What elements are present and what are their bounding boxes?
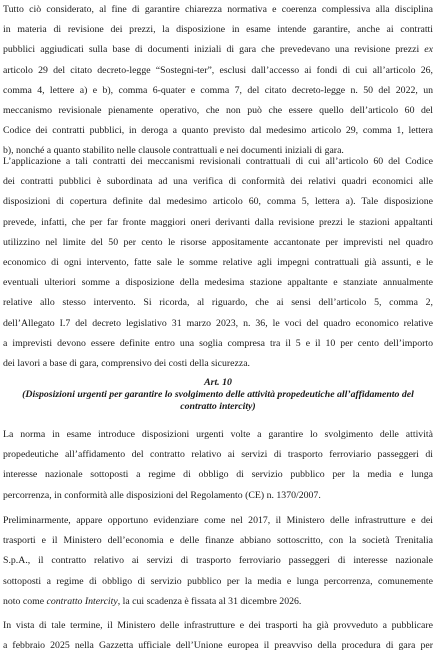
paragraph-price-revision (3, 0, 433, 162)
text-line: a febbraio 2025 nella Gazzetta ufficiale dell’Unione europea il preavviso della procedura di gara per (3, 640, 433, 652)
text-line: articolo 29 del citato decreto-legge “Sostegni-ter”, esclusi dall’accesso ai fondi di cui all’articolo 26, (3, 64, 433, 76)
text-line: Tutto ciò considerato, al fine di garantire chiarezza normativa e coerenza complessiva alla disciplina (3, 4, 433, 15)
text-line: pubblici aggiudicati sulla base di documenti iniziali di gara che prevedevano una revisione prezzi ex (3, 44, 433, 56)
text-line: disposizioni di copertura definite dal medesimo articolo 60, comma 5, lettera a). Tale disposizione (3, 196, 433, 208)
text-line: dell’Allegato I.7 del decreto legislativo 31 marzo 2023, n. 36, le voci del quadro economico relative (3, 317, 433, 329)
text-line (3, 592, 433, 612)
text-line: trasporti e il Ministero dell’economia e delle finanze abbiano sottoscritto, con la società Trenitalia (3, 535, 433, 547)
text-line: interesse nazionale sottoposti a regime di obbligo di servizio pubblico per la media e lunga (3, 469, 433, 481)
text-line: In vista di tale termine, il Ministero delle infrastrutture e dei trasporti ha già provveduto a pubblicare (3, 620, 433, 631)
paragraph-intercity-contract (3, 511, 433, 612)
text-line: Codice dei contratti pubblici, in deroga a quanto previsto dal medesimo articolo 29, comma 1, lettera (3, 125, 433, 137)
article-heading (3, 377, 433, 413)
text-line: percorrenza, in conformità alle disposizioni del Regolamento (CE) n. 1370/2007. (3, 489, 321, 501)
article-number: Art. 10 (204, 377, 232, 388)
article-subtitle-line: (Disposizioni urgenti per garantire lo svolgimento delle attività propedeutiche all’affidamento del (22, 389, 414, 400)
paragraph-article-60-application (3, 152, 433, 374)
text-line: dei contratti pubblici è subordinata ad una verifica di conformità dei relativi quadri economici alle (3, 176, 433, 188)
text-line: utilizzino nel limite del 50 per cento le risorse appositamente accantonate per imprevisti nel quadro (3, 236, 433, 248)
text-line: relative allo stesso intervento. Si ricorda, al riguardo, che ai sensi dell’articolo 5, comma 2, (3, 297, 433, 309)
text-line: a imprevisti devono essere definite entro una soglia compresa tra il 5 e il 10 per cento dell’importo (3, 337, 433, 349)
text-line: in materia di revisione dei prezzi, la disposizione in esame intende garantire, anche ai contratti (3, 24, 433, 36)
text-line: economico di ogni intervento, fatte sale le somme relative agli impegni contrattuali già assunti, e le (3, 257, 433, 269)
text-segment: , la cui scadenza è fissata al 31 dicembre 2026. (117, 595, 302, 607)
text-line: prevede, infatti, che per far fronte maggiori oneri derivanti dalla revisione prezzi le stazioni appaltanti (3, 216, 433, 228)
text-segment: noto come (3, 595, 47, 607)
text-line: meccanismo revisionale pienamente operativo, che non può che essere quello dell’articolo 60 del (3, 105, 433, 117)
paragraph-norm-intro (3, 425, 433, 506)
text-line: eventuali ulteriori somme a disposizione della medesima stazione appaltante e stanziate annualmente (3, 277, 433, 289)
italic-term: contratto Intercity (46, 595, 118, 607)
text-line: Preliminarmente, appare opportuno evidenziare come nel 2017, il Ministero delle infrastrutture e dei (3, 515, 433, 526)
text-line: La norma in esame introduce disposizioni urgenti volte a garantire lo svolgimento delle attività (3, 429, 433, 440)
text-line: propedeutiche all’affidamento del contratto relativo ai servizi di trasporto ferroviario passeggeri di (3, 449, 433, 461)
italic-term: ex (424, 44, 433, 56)
text-line: comma 4, lettere a) e b), comma 6-quater e comma 7, del citato decreto-legge n. 50 del 2022, un (3, 84, 433, 96)
text-line: S.p.A., il contratto relativo ai servizi di trasporto ferroviario passeggeri di interesse nazionale (3, 555, 433, 567)
text-line: L’applicazione a tali contratti dei meccanismi revisionali contrattuali di cui all’articolo 60 del Codice (3, 156, 433, 167)
text-line: dei lavori a base di gara, comprensivo dei costi della sicurezza. (3, 358, 250, 370)
paragraph-tender-notice (3, 616, 433, 656)
article-subtitle-line: contratto intercity) (180, 401, 256, 412)
text-line: sottoposti a regime di obbligo di servizio pubblico per la media e lunga percorrenza, comunemente (3, 575, 433, 587)
text-line: b), nonché a quanto stabilito nelle clausole contrattuali e nei documenti iniziali di gara. (3, 145, 344, 157)
